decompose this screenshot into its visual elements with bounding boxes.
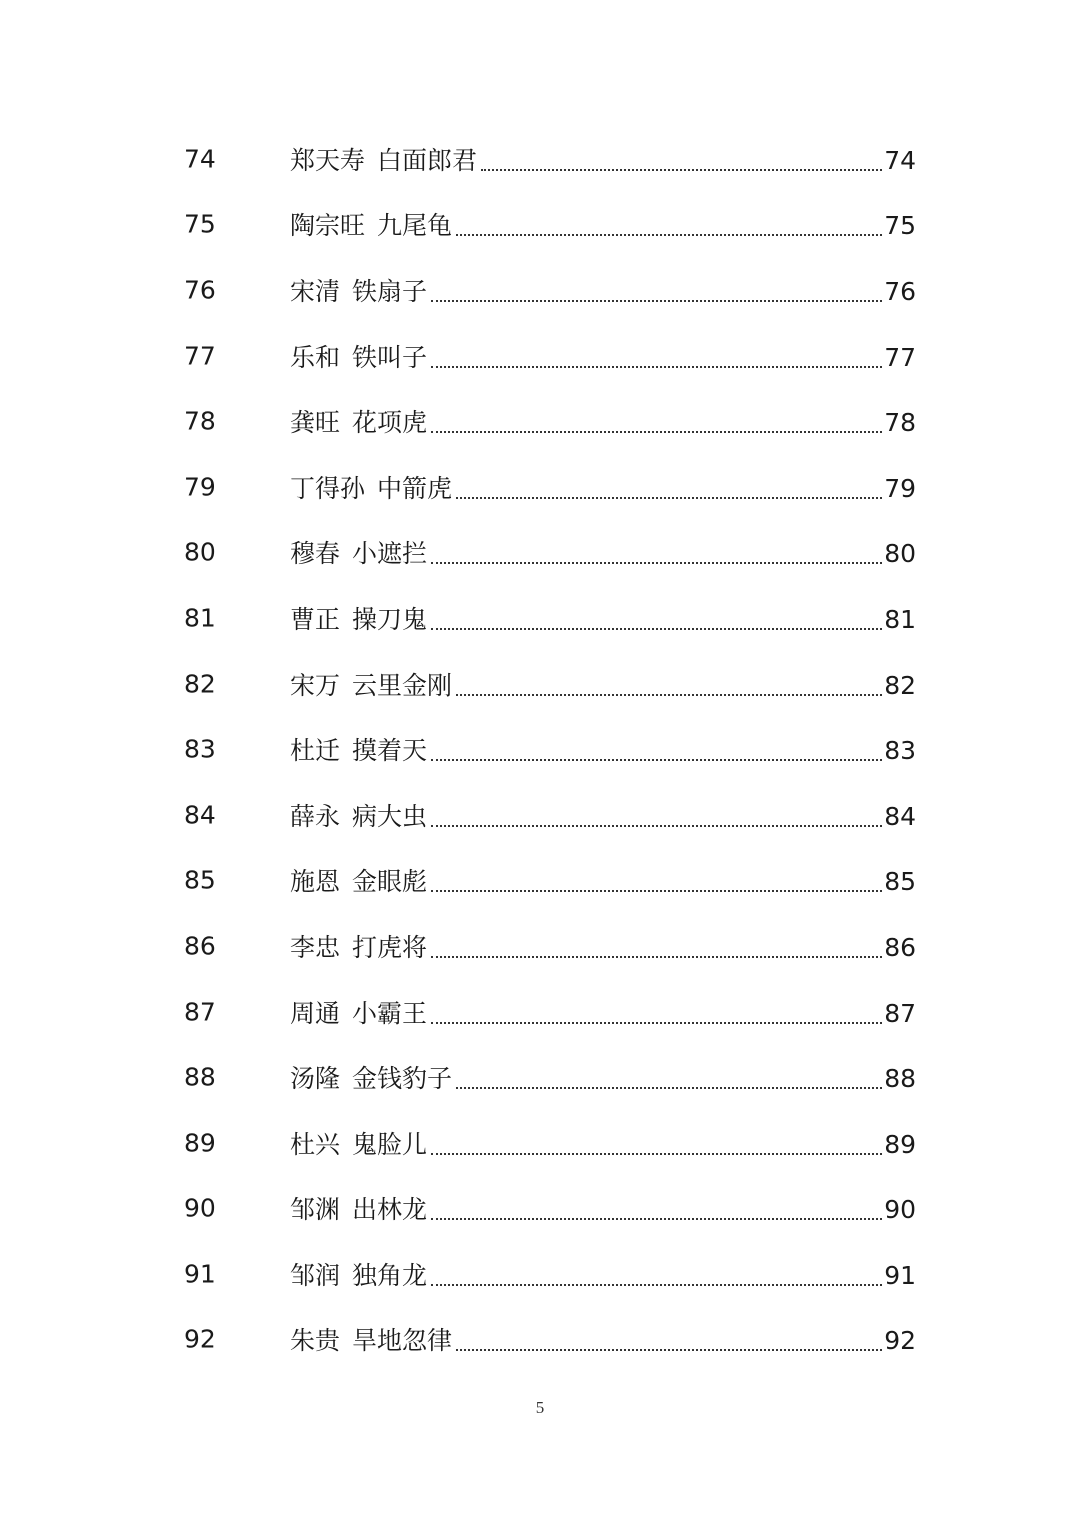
toc-entry-name: 曹正	[290, 604, 341, 634]
toc-entry-nickname: 九尾龟	[377, 211, 453, 241]
toc-entry-nickname: 中箭虎	[377, 473, 453, 503]
toc-entry-nickname: 金眼彪	[352, 867, 428, 897]
toc-entry-nickname: 铁叫子	[352, 342, 428, 372]
toc-row[interactable]	[0, 585, 1080, 651]
toc-entry-name: 邹润	[290, 1260, 341, 1290]
toc-entry-page: 79	[884, 473, 916, 503]
toc-row[interactable]	[0, 782, 1080, 848]
toc-entry-number: 80	[184, 537, 216, 567]
dot-leader	[431, 1022, 882, 1024]
dot-leader	[431, 1284, 882, 1286]
table-of-contents	[0, 126, 1080, 1372]
toc-entry-nickname: 白面郎君	[377, 145, 478, 175]
toc-row[interactable]	[0, 979, 1080, 1045]
toc-entry[interactable]	[290, 928, 916, 964]
toc-entry-nickname: 病大虫	[352, 801, 428, 831]
toc-entry-page: 89	[884, 1129, 916, 1159]
toc-entry-name: 乐和	[290, 342, 341, 372]
toc-entry-page: 84	[884, 801, 916, 831]
toc-entry-number: 90	[184, 1193, 216, 1223]
dot-leader	[431, 1153, 882, 1155]
toc-entry-name: 邹渊	[290, 1195, 341, 1225]
toc-entry-number: 89	[184, 1128, 216, 1158]
toc-entry[interactable]	[290, 797, 916, 833]
toc-row[interactable]	[0, 257, 1080, 323]
toc-entry[interactable]	[290, 403, 916, 439]
toc-entry-name: 龚旺	[290, 408, 341, 438]
toc-entry[interactable]	[290, 272, 916, 308]
toc-entry[interactable]	[290, 1321, 916, 1357]
toc-entry-name: 汤隆	[290, 1064, 341, 1094]
toc-row[interactable]	[0, 1241, 1080, 1307]
toc-entry[interactable]	[290, 534, 916, 570]
toc-row[interactable]	[0, 454, 1080, 520]
toc-entry-nickname: 云里金刚	[352, 670, 453, 700]
toc-entry-name: 宋清	[290, 276, 341, 306]
dot-leader	[431, 1218, 882, 1220]
dot-leader	[481, 169, 882, 171]
toc-entry-nickname: 鬼脸儿	[352, 1129, 428, 1159]
toc-row[interactable]	[0, 848, 1080, 914]
toc-entry[interactable]	[290, 1059, 916, 1095]
toc-entry-name: 宋万	[290, 670, 341, 700]
toc-entry-nickname: 出林龙	[352, 1195, 428, 1225]
toc-entry-number: 86	[184, 931, 216, 961]
dot-leader	[431, 300, 882, 302]
toc-entry-name: 施恩	[290, 867, 341, 897]
toc-entry-page: 81	[884, 604, 916, 634]
toc-entry-name: 朱贵	[290, 1326, 341, 1356]
dot-leader	[456, 497, 882, 499]
toc-entry-name: 杜兴	[290, 1129, 341, 1159]
toc-entry[interactable]	[290, 206, 916, 242]
toc-row[interactable]	[0, 1110, 1080, 1176]
toc-entry-nickname: 小霸王	[352, 998, 428, 1028]
toc-entry[interactable]	[290, 666, 916, 702]
dot-leader	[431, 890, 882, 892]
toc-entry[interactable]	[290, 1125, 916, 1161]
toc-entry-nickname: 铁扇子	[352, 276, 428, 306]
toc-entry-number: 88	[184, 1062, 216, 1092]
toc-entry-number: 84	[184, 800, 216, 830]
toc-entry-page: 87	[884, 998, 916, 1028]
toc-entry-page: 92	[884, 1326, 916, 1356]
toc-row[interactable]	[0, 1044, 1080, 1110]
dot-leader	[431, 366, 882, 368]
page-number: 5	[535, 1398, 545, 1417]
toc-entry-name: 杜迁	[290, 736, 341, 766]
toc-entry-number: 75	[184, 209, 216, 239]
toc-entry-name: 郑天寿	[290, 145, 366, 175]
toc-row[interactable]	[0, 388, 1080, 454]
toc-entry[interactable]	[290, 469, 916, 505]
toc-row[interactable]	[0, 1307, 1080, 1373]
toc-entry-number: 82	[184, 669, 216, 699]
toc-row[interactable]	[0, 651, 1080, 717]
toc-row[interactable]	[0, 520, 1080, 586]
toc-entry-nickname: 摸着天	[352, 736, 428, 766]
toc-entry-number: 87	[184, 997, 216, 1027]
toc-entry-nickname: 花项虎	[352, 408, 428, 438]
dot-leader	[456, 1349, 882, 1351]
toc-entry-number: 83	[184, 734, 216, 764]
toc-entry-nickname: 操刀鬼	[352, 604, 428, 634]
toc-entry-page: 91	[884, 1260, 916, 1290]
toc-entry[interactable]	[290, 1256, 916, 1292]
toc-entry-nickname: 打虎将	[352, 932, 428, 962]
toc-entry-name: 薛永	[290, 801, 341, 831]
toc-entry-name: 李忠	[290, 932, 341, 962]
toc-entry-page: 78	[884, 408, 916, 438]
toc-entry-page: 77	[884, 342, 916, 372]
dot-leader	[431, 562, 882, 564]
toc-entry-page: 74	[884, 145, 916, 175]
toc-entry[interactable]	[290, 600, 916, 636]
toc-entry-page: 85	[884, 867, 916, 897]
dot-leader	[431, 628, 882, 630]
toc-row[interactable]	[0, 716, 1080, 782]
toc-row[interactable]	[0, 913, 1080, 979]
toc-entry-page: 80	[884, 539, 916, 569]
dot-leader	[431, 825, 882, 827]
dot-leader	[456, 1087, 882, 1089]
toc-entry-name: 周通	[290, 998, 341, 1028]
toc-entry-page: 75	[884, 211, 916, 241]
toc-entry[interactable]	[290, 338, 916, 374]
toc-entry-number: 91	[184, 1259, 216, 1289]
dot-leader	[456, 694, 882, 696]
toc-entry-name: 穆春	[290, 539, 341, 569]
toc-entry-number: 79	[184, 472, 216, 502]
toc-entry-number: 92	[184, 1324, 216, 1354]
toc-entry-page: 82	[884, 670, 916, 700]
toc-entry-page: 76	[884, 276, 916, 306]
toc-entry-name: 陶宗旺	[290, 211, 366, 241]
dot-leader	[431, 431, 882, 433]
toc-entry[interactable]	[290, 731, 916, 767]
toc-entry-number: 85	[184, 865, 216, 895]
toc-entry[interactable]	[290, 1190, 916, 1226]
toc-entry-number: 74	[184, 144, 216, 174]
toc-row[interactable]	[0, 1176, 1080, 1242]
toc-entry-number: 76	[184, 275, 216, 305]
dot-leader	[431, 956, 882, 958]
toc-entry-page: 90	[884, 1195, 916, 1225]
toc-entry-number: 77	[184, 341, 216, 371]
toc-entry-nickname: 小遮拦	[352, 539, 428, 569]
toc-entry[interactable]	[290, 994, 916, 1030]
toc-row[interactable]	[0, 192, 1080, 258]
dot-leader	[456, 234, 882, 236]
toc-entry-page: 86	[884, 932, 916, 962]
toc-entry-number: 81	[184, 603, 216, 633]
toc-entry-number: 78	[184, 406, 216, 436]
toc-entry-name: 丁得孙	[290, 473, 366, 503]
toc-entry-nickname: 独角龙	[352, 1260, 428, 1290]
toc-entry-nickname: 金钱豹子	[352, 1064, 453, 1094]
toc-entry-page: 88	[884, 1064, 916, 1094]
toc-row[interactable]	[0, 126, 1080, 192]
toc-entry-nickname: 旱地忽律	[352, 1326, 453, 1356]
dot-leader	[431, 759, 882, 761]
toc-entry[interactable]	[290, 862, 916, 898]
toc-entry-page: 83	[884, 736, 916, 766]
toc-row[interactable]	[0, 323, 1080, 389]
toc-entry[interactable]	[290, 141, 916, 177]
